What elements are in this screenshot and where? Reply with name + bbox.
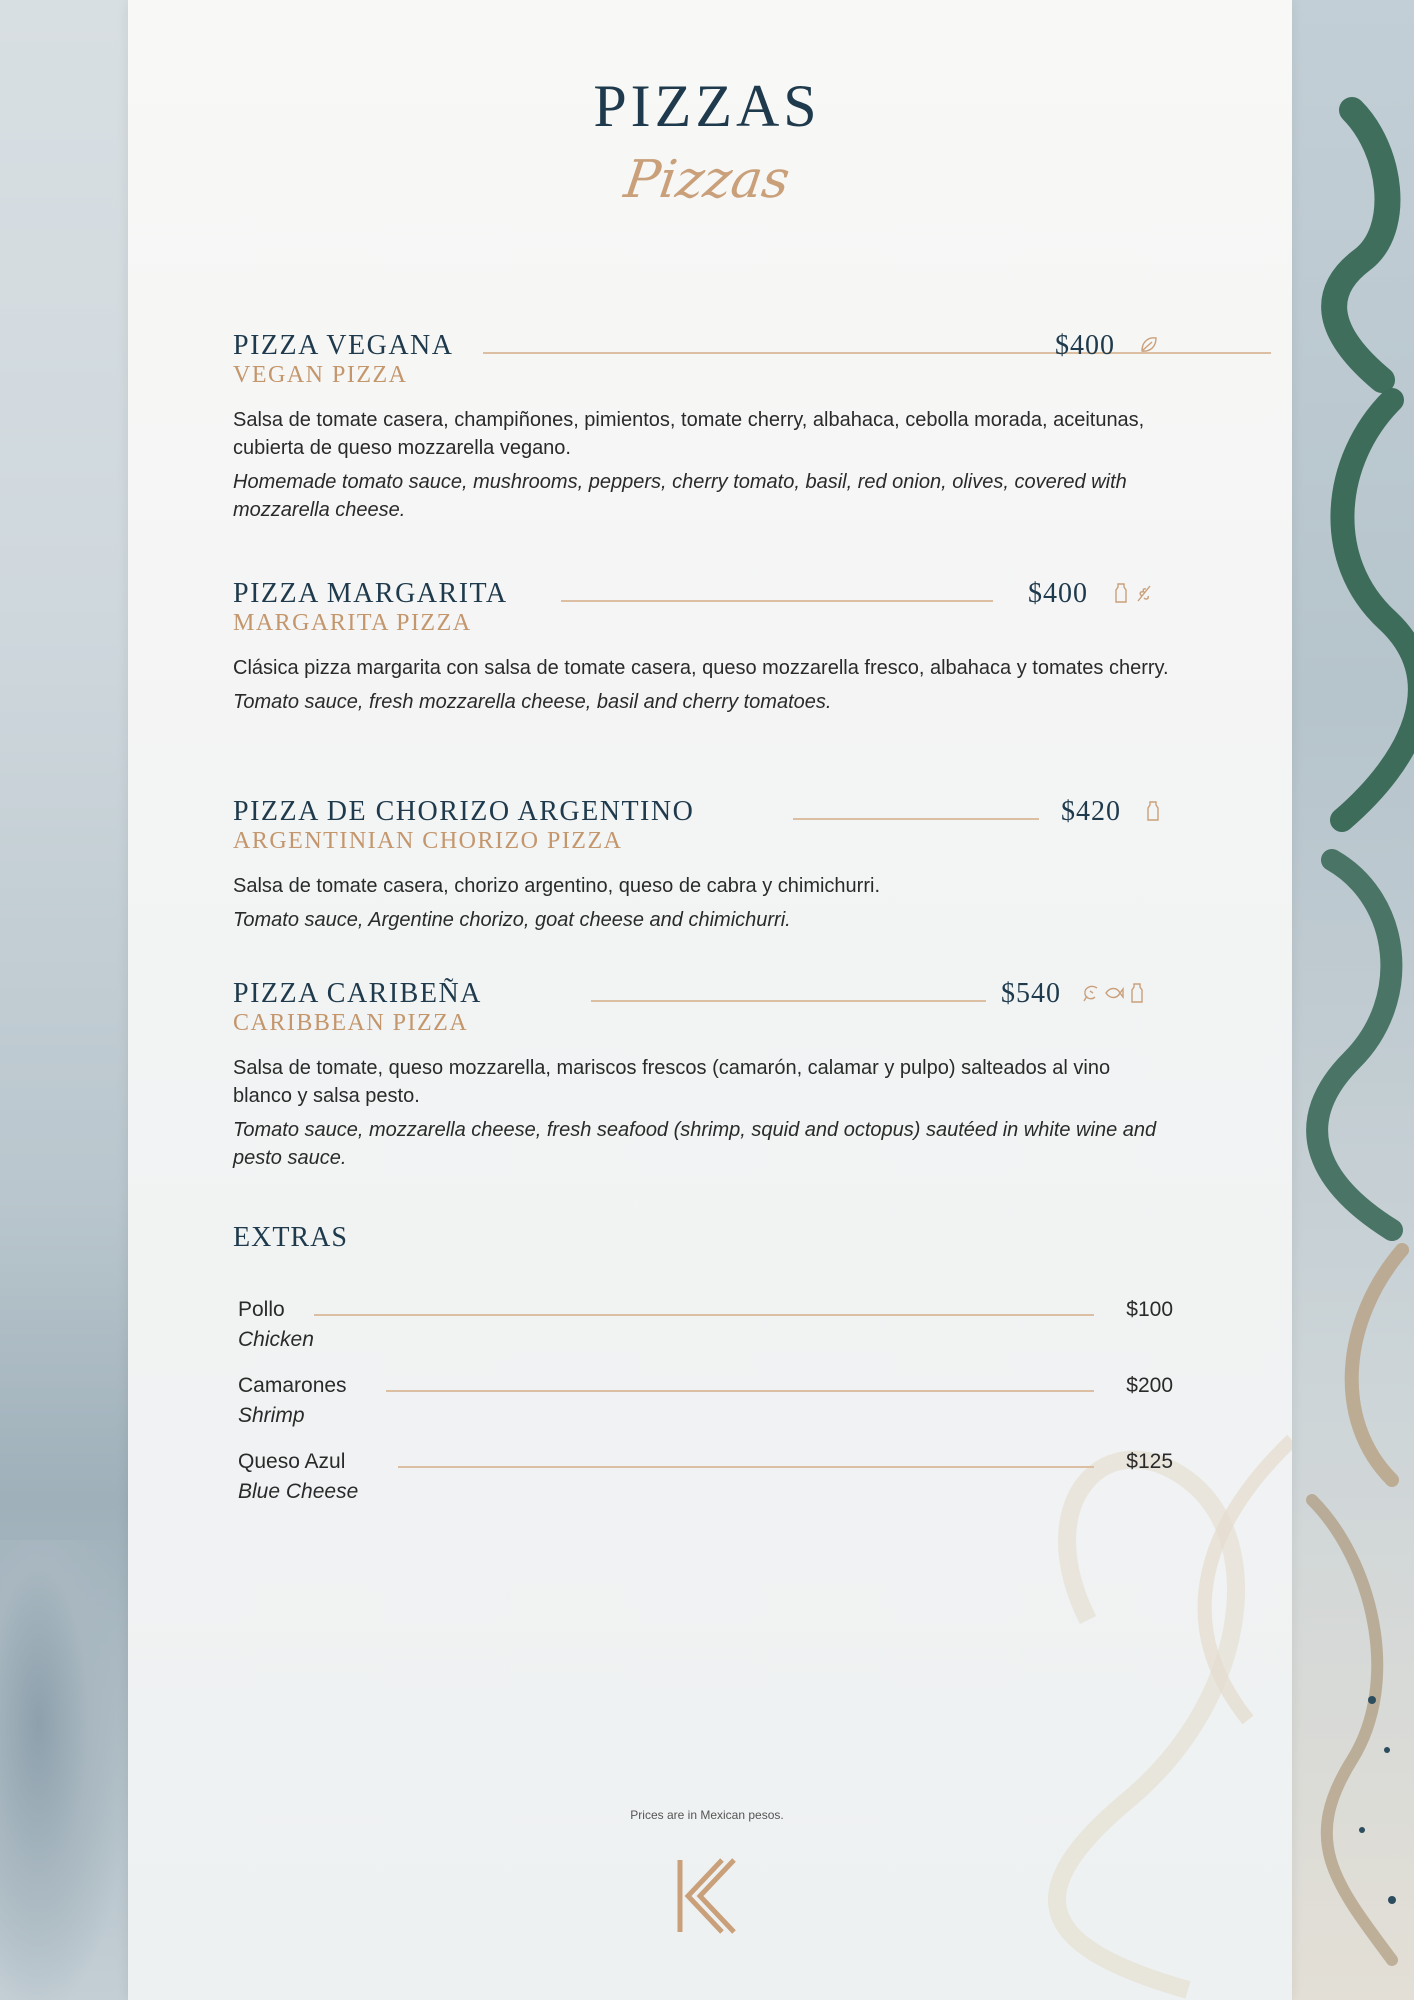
extra-name-en: Blue Cheese [238,1480,359,1503]
item-name-es: PIZZA VEGANA [233,330,454,361]
extra-item-chicken [238,1298,1173,1362]
background-left-panel [0,0,128,2000]
extra-name-en: Chicken [238,1328,314,1351]
page-title: PIZZAS [593,73,821,139]
item-description-es: Clásica pizza margarita con salsa de tomate casera, queso mozzarella fresco, albahaca y tomates cherry. [233,657,1169,679]
item-name-en: MARGARITA PIZZA [233,610,472,636]
item-name-en: ARGENTINIAN CHORIZO PIZZA [233,828,623,854]
menu-item-vegan-pizza [233,330,1173,524]
item-description-en: Tomato sauce, mozzarella cheese, fresh seafood (shrimp, squid and octopus) sautéed in white wine and pesto sauce. [233,1119,1157,1169]
extras-title: EXTRAS [233,1222,348,1253]
item-price: $400 [1055,330,1115,361]
leaf-icon [1139,334,1159,356]
background-right-panel [1292,0,1414,2000]
item-description-es: Salsa de tomate casera, chorizo argentino, queso de cabra y chimichurri. [233,875,881,897]
leader-line [561,600,993,602]
item-name-en: VEGAN PIZZA [233,362,408,388]
extra-price: $200 [1126,1374,1173,1397]
extra-name-es: Queso Azul [238,1450,346,1473]
extra-name-en: Shrimp [238,1404,305,1427]
extra-item-blue-cheese [238,1450,1173,1514]
wheat-icon [1134,582,1154,604]
leader-line [386,1390,1094,1392]
leader-line [398,1466,1094,1468]
item-description-en: Tomato sauce, fresh mozzarella cheese, basil and cherry tomatoes. [233,691,832,713]
menu-item-chorizo-pizza [233,796,1173,934]
milk-icon [1111,582,1131,604]
leader-line [314,1314,1094,1316]
menu-item-margarita-pizza [233,578,1173,716]
extra-name-es: Camarones [238,1374,347,1397]
item-description-en: Homemade tomato sauce, mushrooms, peppers, cherry tomato, basil, red onion, olives, covered with mozzarella cheese. [233,471,1127,521]
extra-item-shrimp [238,1374,1173,1438]
brand-logo [672,1856,742,1936]
item-description-es: Salsa de tomate casera, champiñones, pimientos, tomate cherry, albahaca, cebolla morada, aceitunas, cubierta de queso mozzarella vegano. [233,409,1145,459]
milk-icon [1143,800,1163,822]
shrimp-icon [1081,982,1101,1004]
item-name-es: PIZZA CARIBEÑA [233,978,482,1009]
item-price: $540 [1001,978,1061,1009]
item-name-es: PIZZA MARGARITA [233,578,508,609]
fish-icon [1104,982,1124,1004]
page-subtitle: Pizzas [620,150,794,210]
milk-icon [1127,982,1147,1004]
item-price: $400 [1028,578,1088,609]
extra-price: $100 [1126,1298,1173,1321]
item-description-en: Tomato sauce, Argentine chorizo, goat cheese and chimichurri. [233,909,791,931]
item-price: $420 [1061,796,1121,827]
leader-line [591,1000,986,1002]
extra-name-es: Pollo [238,1298,285,1321]
item-name-es: PIZZA DE CHORIZO ARGENTINO [233,796,695,827]
currency-footnote: Prices are in Mexican pesos. [630,1808,784,1822]
brush-lettering-decoration [1292,0,1414,2000]
item-name-en: CARIBBEAN PIZZA [233,1010,469,1036]
extra-price: $125 [1126,1450,1173,1473]
menu-item-caribbean-pizza [233,978,1173,1172]
item-description-es: Salsa de tomate, queso mozzarella, mariscos frescos (camarón, calamar y pulpo) salteados al vino blanco y salsa pesto. [233,1057,1111,1107]
leader-line [793,818,1039,820]
